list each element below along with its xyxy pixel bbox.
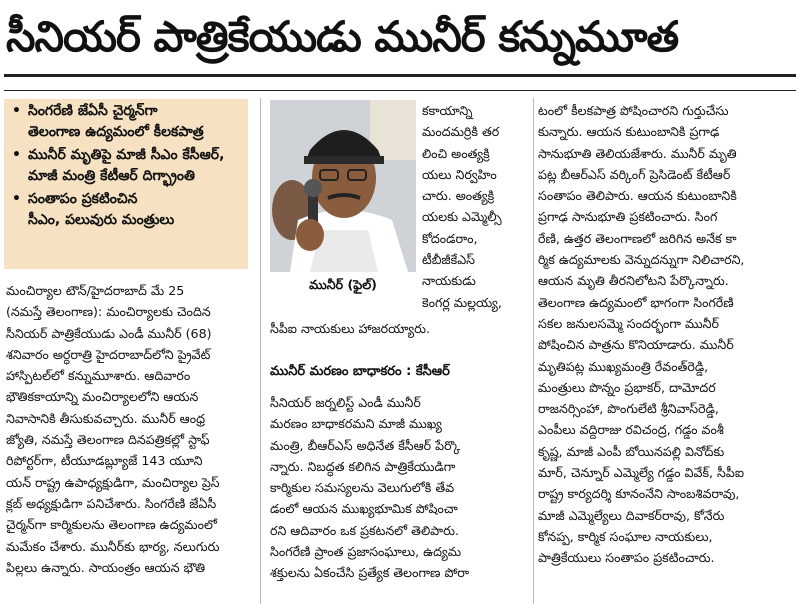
- text-line: మార్‌, చెన్నూర్‌ ఎమ్మెల్యే గడ్డం వివేక్‌, సీపీఐ: [538, 465, 744, 481]
- text-line: రాష్ట్ర కార్యదర్శి కూనంనేని సాంబశివరావు,: [538, 486, 740, 502]
- text-line: జ్యోతి, నమస్తే తెలంగాణ దినపత్రికల్లో స్టాఫ్‌: [6, 432, 210, 448]
- text-line: యలకు ఎమ్మెల్సీ: [422, 209, 502, 225]
- text-line: పోషించిన పాత్రను కొనియాడారు. మునీర్‌: [538, 337, 734, 353]
- column-2-tail: సీపీఐ నాయకులు హాజరయ్యారు.: [270, 321, 430, 336]
- text-line: రేణి, ఉత్తర తెలంగాణలో జరిగిన అనేక కా: [538, 230, 737, 246]
- headline-rule: [4, 74, 796, 77]
- text-line: హాస్పిటల్‌లో కన్నుమూశారు. ఆదివారం: [6, 368, 191, 384]
- text-line: సింగరేణి ప్రాంత ప్రజాసంఘాలు, ఉద్యమ: [270, 544, 462, 560]
- column-3: [538, 100, 796, 569]
- text-line: మందమర్రికి తర: [422, 124, 500, 140]
- text-line: మమేకం చేశారు. మునీర్‌కు భార్య, నలుగురు: [6, 538, 220, 554]
- bullet-icon: •: [12, 103, 21, 119]
- photo-illustration: [270, 100, 416, 272]
- highlights-box: [4, 99, 248, 269]
- photo-caption: మునీర్‌ (ఫైల్‌): [309, 277, 377, 292]
- highlight-item: • మునీర్‌ మృతిపై మాజీ సీఎం కేసీఆర్‌, మాజీ మంత్రి కేటీఆర్‌ దిగ్భ్రాంతి: [12, 147, 225, 184]
- text-line: కోనప్ప, కార్మిక సంఘాల నాయకులు,: [538, 528, 713, 544]
- text-line: న్నారు. నిబద్ధత కలిగిన పాత్రికేయుడిగా: [270, 458, 456, 474]
- text-line: తెలంగాణ ఉద్యమంలో భాగంగా సింగరేణి: [538, 294, 734, 310]
- text-line: సానుభూతి తెలియజేశారు. మునీర్‌ మృతి: [538, 145, 737, 161]
- text-line: పట్ల బీఆర్‌ఎస్‌ వర్కింగ్‌ ప్రెసిడెంట్‌ కేటీఆర్‌: [538, 166, 731, 182]
- text-line: కెంగర్ల మల్లయ్య,: [422, 294, 502, 310]
- text-line: మంత్రి, బీఆర్‌ఎస్‌ అధినేత కేసీఆర్‌ పేర్కొ: [270, 437, 461, 453]
- text-line: టంలో కీలకపాత్ర పోషించారని గుర్తుచేసు: [538, 103, 729, 118]
- text-line: టీబీజీకేఎస్‌: [422, 252, 476, 268]
- text-line: రిపోర్టర్‌గా, టీయూడబ్ల్యూజే 143 యూని: [6, 453, 203, 469]
- text-line: సకల జనులసమ్మె సందర్భంగా మునీర్‌: [538, 315, 719, 331]
- text-line: ప్రగాఢ సానుభూతి ప్రకటించారు. సింగ: [538, 209, 718, 225]
- text-line: సీనియర్‌ పాత్రికేయుడు ఎండీ మునీర్‌ (68): [6, 325, 212, 341]
- photo-munir: [270, 100, 416, 272]
- text-line: కకాయాన్ని: [422, 103, 473, 118]
- text-line: కార్మికుల సమస్యలను వెలుగులోకి తేవ: [270, 480, 455, 496]
- subhead: మునీర్‌ మరణం బాధాకరం : కేసీఆర్‌: [270, 364, 450, 379]
- text-line: శక్తులను ఏకంచేసి ప్రత్యేక తెలంగాణ పోరా: [270, 565, 470, 581]
- text-line: ఆయన మృతి తీరనిలోటని పేర్కొన్నారు.: [538, 273, 729, 289]
- column-1: [6, 280, 252, 578]
- text-line: పిల్లలు ఉన్నారు. సాయంత్రం ఆయన భౌతి: [6, 559, 206, 575]
- text-line: సంతాపం తెలిపారు. ఆయన కుటుంబానికి: [538, 188, 737, 204]
- bullet-icon: •: [12, 191, 21, 207]
- text-line: యన్‌ రాష్ట్ర ఉపాధ్యక్షుడిగా, మంచిర్యాల ప్రెస్‌: [6, 474, 220, 490]
- text-line: క్లబ్‌ అధ్యక్షుడిగా పనిచేశారు. సింగరేణి జేఏసీ: [6, 495, 217, 511]
- text-line: లించి అంత్యక్రి: [422, 145, 490, 161]
- text-line: చైర్మన్‌గా కార్మికులను తెలంగాణ ఉద్యమంలో: [6, 517, 217, 533]
- text-line: కోదండరాం,: [422, 230, 478, 246]
- text-line: (నమస్తే తెలంగాణ): మంచిర్యాలకు చెందిన: [6, 304, 211, 320]
- text-line: కృష్ణ, మాజీ ఎంపీ బోయినపల్లి వినోద్‌కు: [538, 443, 725, 459]
- column-2-body: [270, 392, 532, 584]
- text-line: భౌతికకాయాన్ని మంచిర్యాలలోని ఆయన: [6, 389, 199, 405]
- highlight-item: • సింగరేణి జేఏసీ చైర్మన్‌గా తెలంగాణ ఉద్యమంలో కీలకపాత్ర: [12, 103, 204, 140]
- text-line: చారు. అంత్యక్రి: [422, 188, 495, 204]
- text-line: మరణం బాధాకరమని మాజీ ముఖ్య: [270, 416, 442, 432]
- highlight-item: • సంతాపం ప్రకటించిన సీఎం, పలువురు మంత్రులు: [12, 191, 175, 228]
- text-line: సీనియర్‌ జర్నలిస్ట్‌ ఎండీ మునీర్‌: [270, 395, 421, 410]
- text-line: ర్మిక ఉద్యమాలకు వెన్నుదన్నుగా నిలిచారని,: [538, 252, 745, 268]
- sub-rule: [4, 90, 796, 91]
- text-line: మృతిపట్ల ముఖ్యమంత్రి రేవంత్‌రెడ్డి,: [538, 358, 709, 374]
- column-divider: [533, 98, 534, 604]
- text-line: పాత్రికేయులు సంతాపం ప్రకటించారు.: [538, 550, 715, 566]
- text-line: శనివారం అర్ధరాత్రి హైదరాబాద్‌లోని ప్రైవేట్‌: [6, 346, 211, 362]
- bullet-icon: •: [12, 147, 21, 163]
- text-line: కున్నారు. ఆయన కుటుంబానికి ప్రగాఢ: [538, 124, 720, 140]
- text-line: మంత్రులు పొన్నం ప్రభాకర్‌, దామోదర: [538, 379, 716, 395]
- text-line: యలు నిర్వహిం: [422, 166, 497, 182]
- text-line: ఎంపీలు వద్దిరాజు రవిచంద్ర, గడ్డం వంశీ: [538, 422, 724, 438]
- text-line: మంచిర్యాల టౌన్‌/హైదరాబాద్‌ మే 25: [6, 283, 185, 298]
- text-line: మాజీ ఎమ్మెల్యేలు దివాకర్‌రావు, కోనేరు: [538, 507, 725, 523]
- headline: సీనియర్‌ పాత్రికేయుడు మునీర్‌ కన్నుమూత: [6, 12, 679, 61]
- column-divider: [260, 98, 261, 604]
- text-line: రని ఆదివారం ఒక ప్రకటనలో తెలిపారు.: [270, 522, 459, 538]
- text-line: నివాసానికి తీసుకువచ్చారు. మునీర్‌ ఆంధ్ర: [6, 410, 205, 426]
- column-2-side: [422, 100, 528, 313]
- text-line: రాజనర్సింహా, పొంగులేటి శ్రీనివాస్‌రెడ్డి,: [538, 401, 719, 417]
- text-line: నాయకుడు: [422, 273, 476, 289]
- text-line: డంలో ఆయన ముఖ్యభూమిక పోషించా: [270, 501, 458, 517]
